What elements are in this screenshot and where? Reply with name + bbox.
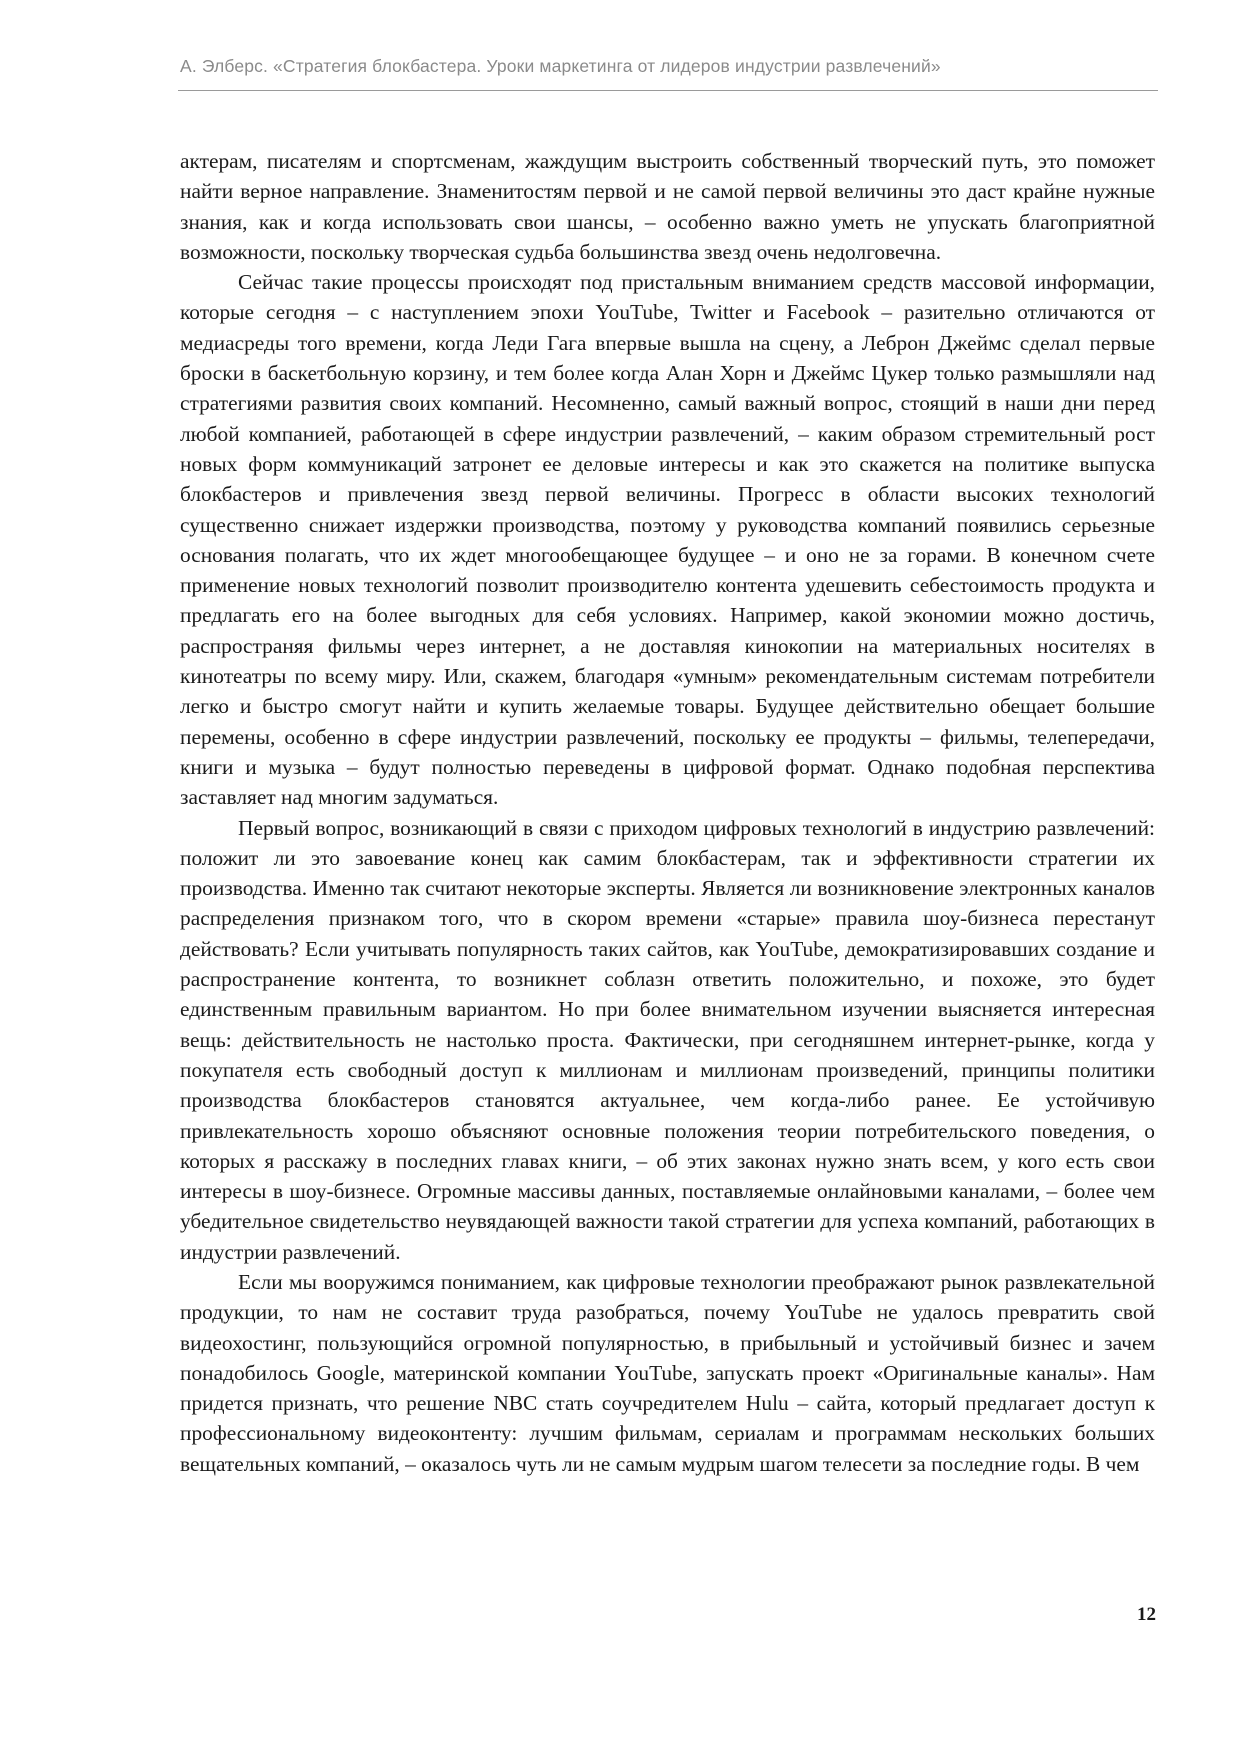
paragraph-4: Если мы вооружимся пониманием, как цифровые технологии преображают рынок развлекательной продукции, то нам не составит труда разобраться, почему YouTube не удалось превратить свой видеохостинг, пользующийся огромной популярностью, в прибыльный и устойчивый бизнес и зачем понадобилось Google, материнской компании YouTube, запускать проект «Оригинальные каналы». Нам придется признать, что решение NBC стать соучредителем Hulu – сайта, который предлагает доступ к профессиональному видеоконтенту: лучшим фильмам, сериалам и программам нескольких больших вещательных компаний, – оказалось чуть ли не самым мудрым шагом телесети за последние годы. В чем — [180, 1269, 1155, 1476]
header-divider — [178, 90, 1158, 91]
page-number: 12 — [1137, 1604, 1156, 1625]
paragraph-2: Сейчас такие процессы происходят под пристальным вниманием средств массовой информации, которые сегодня – с наступлением эпохи YouTube, Twitter и Facebook – разительно отличаются от медиасреды того времени, когда Леди Гага впервые вышла на сцену, а Леброн Джеймс сделал первые броски в баскетбольную корзину, и тем более когда Алан Хорн и Джеймс Цукер только размышляли над стратегиями развития своих компаний. Несомненно, самый важный вопрос, стоящий в наши дни перед любой компанией, работающей в сфере индустрии развлечений, – каким образом стремительный рост новых форм коммуникаций затронет ее деловые интересы и как это скажется на политике выпуска блокбастеров и привлечения звезд первой величины. Прогресс в области высоких технологий существенно снижает издержки производства, поэтому у руководства компаний появились серьезные основания полагать, что их ждет многообещающее будущее – и оно не за горами. В конечном счете применение новых технологий позволит производителю контента удешевить себестоимость продукта и предлагать его на более выгодных для себя условиях. Например, какой экономии можно достичь, распространяя фильмы через интернет, а не доставляя кинокопии на материальных носителях в кинотеатры по всему миру. Или, скажем, благодаря «умным» рекомендательным системам потребители легко и быстро смогут найти и купить желаемые товары. Будущее действительно обещает большие перемены, особенно в сфере индустрии развлечений, поскольку ее продукты – фильмы, телепередачи, книги и музыка – будут полностью переведены в цифровой формат. Однако подобная перспектива заставляет над многим задуматься. — [180, 270, 1155, 810]
body-text — [180, 146, 1155, 1479]
paragraph-1: актерам, писателям и спортсменам, жаждущим выстроить собственный творческий путь, это поможет найти верное направление. Знаменитостям первой и не самой первой величины это даст крайне нужные знания, как и когда использовать свои шансы, – особенно важно уметь не упускать благоприятной возможности, поскольку творческая судьба большинства звезд очень недолговечна. — [180, 149, 1155, 264]
running-header: А. Элберс. «Стратегия блокбастера. Уроки маркетинга от лидеров индустрии развлечений» — [180, 56, 941, 76]
paragraph-3: Первый вопрос, возникающий в связи с приходом цифровых технологий в индустрию развлечений: положит ли это завоевание конец как самим блокбастерам, так и эффективности стратегии их производства. Именно так считают некоторые эксперты. Является ли возникновение электронных каналов распределения признаком того, что в скором времени «старые» правила шоу-бизнеса перестанут действовать? Если учитывать популярность таких сайтов, как YouTube, демократизировавших создание и распространение контента, то возникнет соблазн ответить положительно, и похоже, это будет единственным правильным вариантом. Но при более внимательном изучении выясняется интересная вещь: действительность не настолько проста. Фактически, при сегодняшнем интернет-рынке, когда у покупателя есть свободный доступ к миллионам и миллионам произведений, принципы политики производства блокбастеров становятся актуальнее, чем когда-либо ранее. Ее устойчивую привлекательность хорошо объясняют основные положения теории потребительского поведения, о которых я расскажу в последних главах книги, – об этих законах нужно знать всем, у кого есть свои интересы в шоу-бизнесе. Огромные массивы данных, поставляемые онлайновыми каналами, – более чем убедительное свидетельство неувядающей важности такой стратегии для успеха компаний, работающих в индустрии развлечений. — [180, 815, 1155, 1264]
